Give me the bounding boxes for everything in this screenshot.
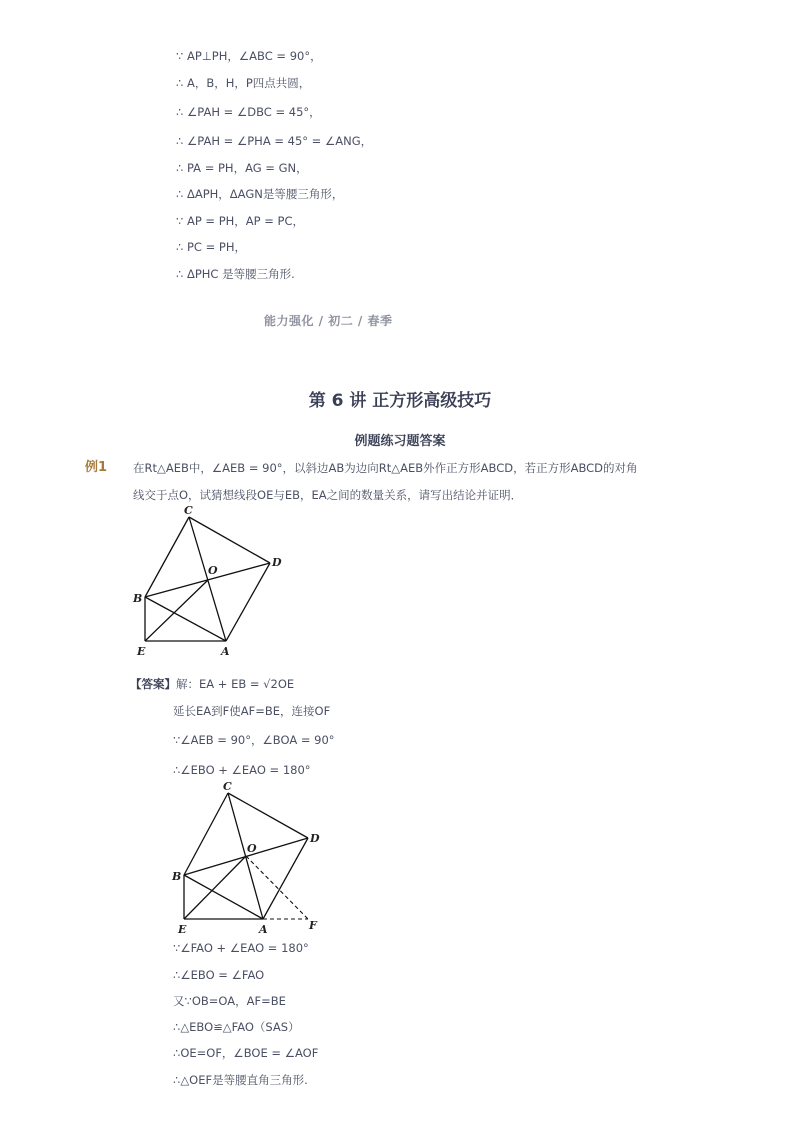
label-e: E bbox=[178, 923, 187, 936]
proof-line-4: ∴ ∠PAH = ∠PHA = 45° = ∠ANG， bbox=[176, 134, 373, 148]
label-o: O bbox=[247, 842, 257, 855]
edge-bc bbox=[184, 793, 228, 875]
answer-step-5: ∴∠EBO = ∠FAO bbox=[173, 968, 265, 982]
answer-step-9: ∴△OEF是等腰直角三角形. bbox=[173, 1073, 308, 1087]
label-c: C bbox=[223, 780, 232, 793]
answer-label: 【答案】 bbox=[130, 677, 176, 691]
label-e: E bbox=[137, 645, 146, 658]
edge-bc bbox=[145, 517, 189, 597]
edge-da bbox=[263, 838, 308, 919]
proof-line-7: ∵ AP = PH，AP = PC， bbox=[176, 214, 305, 228]
label-a: A bbox=[259, 923, 268, 936]
edge-ab bbox=[184, 875, 263, 919]
label-d: D bbox=[272, 556, 282, 569]
answer-step-7: ∴△EBO≌△FAO（SAS） bbox=[173, 1020, 300, 1034]
page-footer: 能力强化 / 初二 / 春季 bbox=[264, 314, 393, 328]
label-d: D bbox=[310, 832, 320, 845]
answer-step-2: ∵∠AEB = 90°，∠BOA = 90° bbox=[173, 733, 335, 747]
edge-ab bbox=[145, 597, 226, 641]
proof-line-5: ∴ PA = PH，AG = GN， bbox=[176, 161, 308, 175]
edge-da bbox=[226, 563, 270, 641]
answer-first-line bbox=[130, 676, 294, 692]
answer-step-6: 又∵OB=OA，AF=BE bbox=[173, 994, 286, 1008]
proof-line-8: ∴ PC = PH， bbox=[176, 240, 246, 254]
label-b: B bbox=[133, 592, 143, 605]
figure-square-abcd-extended bbox=[168, 776, 330, 936]
label-c: C bbox=[184, 504, 193, 517]
answer-step-8: ∴OE=OF，∠BOE = ∠AOF bbox=[173, 1046, 319, 1060]
segment-eo bbox=[145, 580, 208, 641]
answer-step-3: ∴∠EBO + ∠EAO = 180° bbox=[173, 763, 311, 777]
proof-line-6: ∴ ΔAPH，ΔAGN是等腰三角形， bbox=[176, 187, 344, 201]
segment-of-dashed bbox=[246, 856, 308, 919]
label-f: F bbox=[309, 919, 317, 932]
section-title: 例题练习题答案 bbox=[354, 434, 446, 449]
label-a: A bbox=[221, 645, 230, 658]
proof-line-1: ∵ AP⊥PH，∠ABC = 90°， bbox=[176, 49, 322, 63]
answer-step-4: ∵∠FAO + ∠EAO = 180° bbox=[173, 941, 309, 955]
proof-line-3: ∴ ∠PAH = ∠DBC = 45°， bbox=[176, 105, 321, 119]
lecture-title: 第 6 讲 正方形高级技巧 bbox=[308, 391, 492, 411]
answer-conclusion: 解：EA + EB = √2OE bbox=[176, 677, 295, 691]
proof-line-9: ∴ ΔPHC 是等腰三角形. bbox=[176, 267, 295, 281]
figure-square-abcd bbox=[125, 500, 295, 662]
edge-cd bbox=[228, 793, 308, 838]
label-b: B bbox=[172, 870, 182, 883]
example-text-line-2: 线交于点O，试猜想线段OE与EB，EA之间的数量关系，请写出结论并证明． bbox=[133, 488, 523, 502]
label-o: O bbox=[208, 564, 218, 577]
answer-step-1: 延长EA到F使AF=BE，连接OF bbox=[173, 704, 331, 718]
example-text-line-1: 在Rt△AEB中，∠AEB = 90°，以斜边AB为边向Rt△AEB外作正方形ABCD，若正方形ABCD的对角 bbox=[133, 461, 638, 475]
example-label: 例1 bbox=[85, 460, 108, 475]
proof-line-2: ∴ A，B，H，P四点共圆， bbox=[176, 76, 311, 90]
